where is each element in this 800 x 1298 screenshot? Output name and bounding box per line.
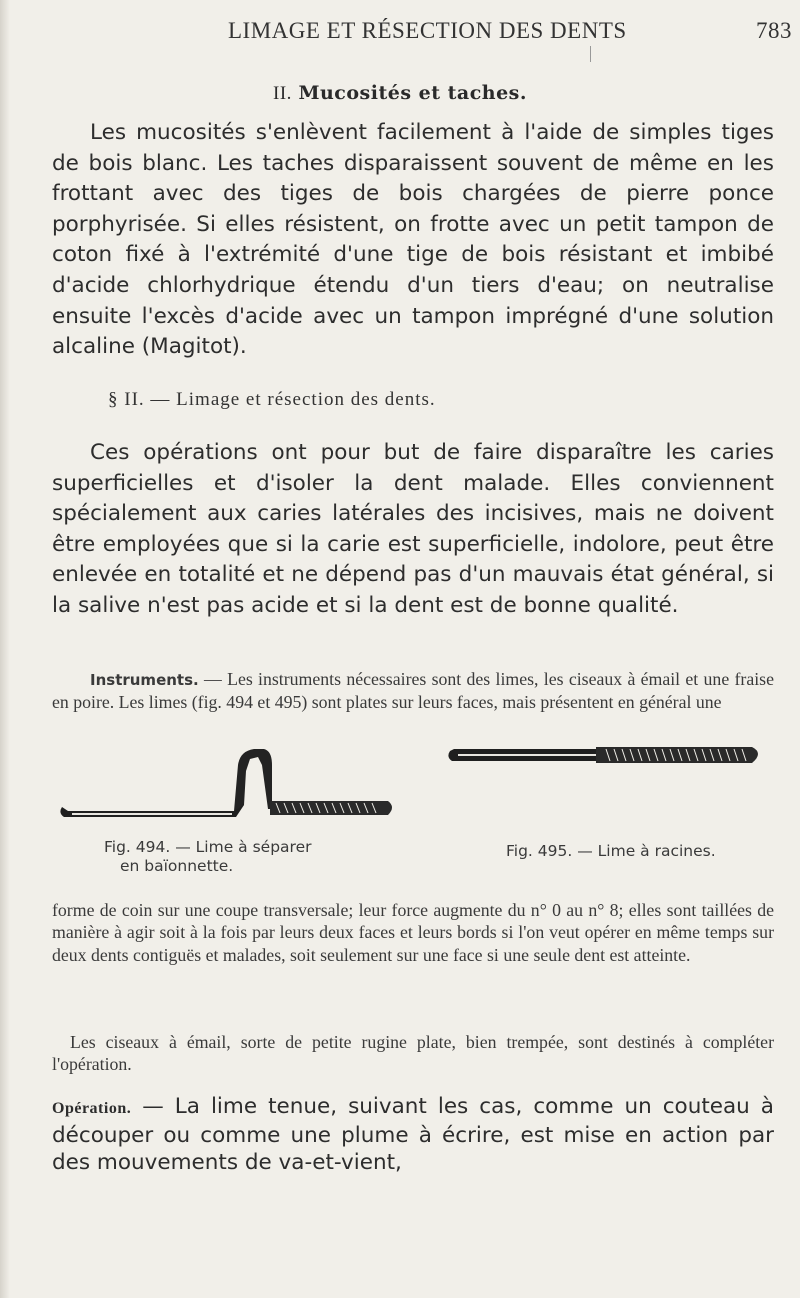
paragraph-ciseaux: Les ciseaux à émail, sorte de petite rugine plate, bien trempée, sont destinés à compléter l'opération. — [52, 1032, 774, 1075]
running-header — [228, 18, 792, 52]
paragraph-mucosites: Les mucosités s'enlèvent facilement à l'aide de simples tiges de bois blanc. Les taches disparaissent souvent de même en les frottant avec des tiges de bois chargées de pierre ponce porphyrisée. Si elles résistent, on frotte avec un petit tampon de coton fixé à l'extrémité d'une tige de bois résistant et imbibé d'acide chlorhydrique étendu d'un tiers d'eau; on neutralise ensuite l'excès d'acide avec un tampon imprégné d'une solution alcaline (Magitot). — [52, 120, 774, 360]
fig494-caption-line2: en baïonnette. — [120, 857, 234, 875]
paragraph-instruments-continued: forme de coin sur une coupe transversale; leur force augmente du n° 0 au n° 8; elles sont taillées de manière à agir soit à la fois par leurs deux faces et leurs bords si l'on veut opérer en même temps sur deux dents contiguës et malades, soit seulement sur une face si une seule dent est atteinte. — [52, 900, 774, 965]
figure-495-root-file — [446, 737, 766, 777]
header-divider — [590, 46, 591, 62]
paragraph-instruments — [52, 668, 774, 714]
operation-text: — La lime tenue, suivant les cas, comme un couteau à découper ou comme une plume à écrire, est mise en action par des mouvements de va-et-vient, — [52, 1094, 774, 1175]
figure-494-caption — [104, 838, 404, 876]
paragraph-operation — [52, 1093, 774, 1176]
instruments-text: — Les instruments nécessaires sont des limes, les ciseaux à émail et une fraise en poire. Les limes (fig. 494 et 495) sont plates sur leurs faces, mais présentent en général une — [52, 669, 774, 713]
fig494-shaft-highlight — [72, 813, 232, 815]
subsection-number: II. — [273, 83, 292, 104]
figure-494-bayonet-file — [58, 735, 398, 835]
subsection-heading — [0, 82, 800, 105]
page-number: 783 — [756, 18, 792, 43]
fig494-caption-line1: Fig. 494. — Lime à séparer — [104, 838, 312, 856]
figure-495-caption: Fig. 495. — Lime à racines. — [506, 842, 716, 860]
page-spine-shadow — [0, 0, 10, 1298]
subsection-title: Mucosités et taches. — [298, 82, 527, 104]
operation-lead: Opération. — [52, 1100, 132, 1117]
paragraph-operations: Ces opérations ont pour but de faire disparaître les caries superficielles et d'isoler la dent malade. Elles conviennent spécialement aux caries latérales des incisives, mais ne doivent être employées que si la carie est superficielle, indolore, peut être enlevée en totalité et ne dépend pas d'un mauvais état général, si la salive n'est pas acide et si la dent est de bonne qualité. — [52, 440, 774, 618]
running-title: LIMAGE ET RÉSECTION DES DENTS — [228, 18, 627, 43]
fig495-shaft-highlight — [458, 754, 598, 756]
section-heading: § II. — Limage et résection des dents. — [108, 389, 436, 410]
instruments-lead: Instruments. — [90, 671, 199, 689]
